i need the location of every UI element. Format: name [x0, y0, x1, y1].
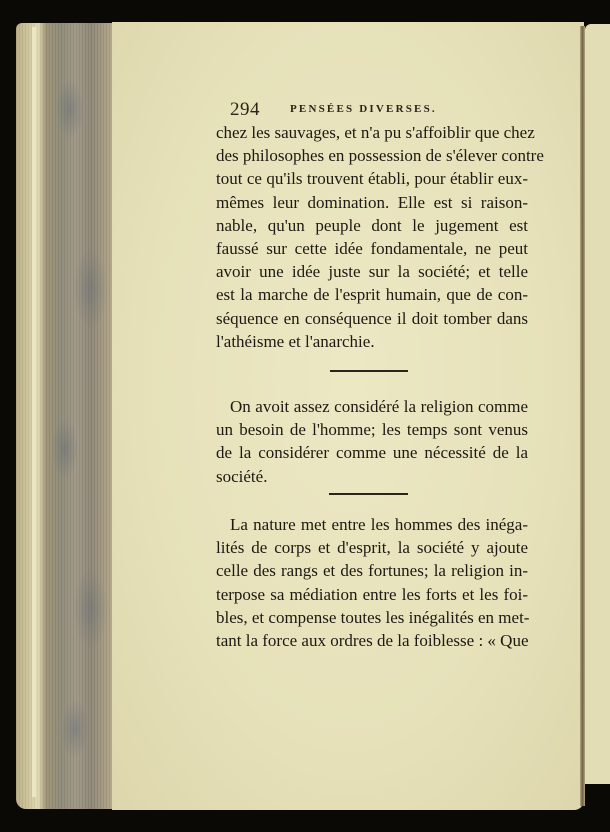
page-header — [230, 99, 530, 119]
text-line: chez les sauvages, et n'a pu s'affoiblir que chez — [216, 123, 535, 142]
text-line: est la marche de l'esprit humain, que de con- — [216, 285, 528, 305]
section-divider — [330, 370, 408, 372]
text-line: séquence en conséquence il doit tomber dans — [216, 308, 528, 328]
text-line: l'athéisme et l'anarchie. — [216, 331, 375, 351]
text-line: La nature met entre les hommes des inéga- — [230, 515, 528, 534]
text-line: On avoit assez considéré la religion comme — [230, 397, 528, 416]
paragraph-2 — [216, 395, 528, 488]
text-line: des philosophes en possession de s'élever contre — [216, 146, 544, 166]
text-line: bles, et compense toutes les inégalités en met- — [216, 607, 530, 627]
text-line: lités de corps et d'esprit, la société y ajoute — [216, 538, 528, 558]
text-line: celle des rangs et des fortunes; la religion in- — [216, 561, 528, 581]
text-line: un besoin de l'homme; les temps sont venus — [216, 420, 528, 440]
text-line: nable, qu'un peuple dont le jugement est — [216, 215, 528, 235]
running-head: PENSÉES DIVERSES. — [290, 103, 437, 115]
text-line: mêmes leur domination. Elle est si raison- — [216, 192, 528, 212]
section-divider — [329, 493, 408, 495]
text-line: société. — [216, 466, 268, 486]
paragraph-1 — [216, 121, 544, 353]
text-line: avoir une idée juste sur la société; et telle — [216, 262, 528, 282]
paragraph-3 — [216, 513, 528, 652]
text-line: faussé sur cette idée fondamentale, ne peut — [216, 239, 528, 259]
text-line: tout ce qu'ils trouvent établi, pour établir eux- — [216, 169, 528, 189]
text-line: de la considérer comme une nécessité de la — [216, 443, 528, 463]
text-line: terpose sa médiation entre les forts et les foi- — [216, 584, 528, 604]
book-fore-edge — [16, 23, 116, 809]
page-number: 294 — [230, 99, 260, 120]
facing-page-edge — [585, 24, 610, 784]
text-line: tant la force aux ordres de la foiblesse : « Que — [216, 631, 529, 651]
